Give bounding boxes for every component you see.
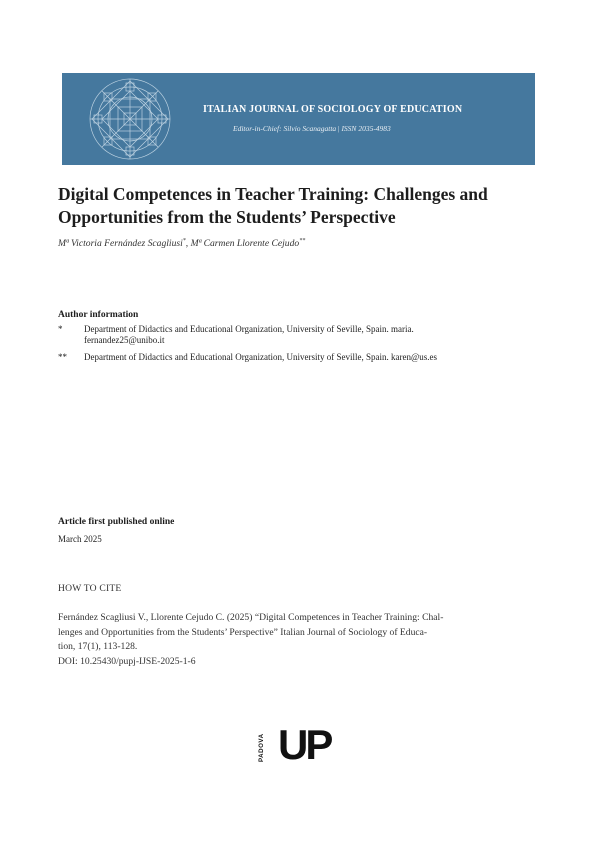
affiliation-1-mark: *: [58, 324, 63, 334]
author-2: Mª Carmen Llorente Cejudo: [190, 238, 300, 250]
citation-line-1: Fernández Scagliusi V., Llorente Cejudo C. (2025) “Digital Competences in Teacher Training: Chal-: [58, 612, 444, 623]
author-separator: ,: [185, 238, 191, 250]
author-information-heading: Author information: [58, 310, 139, 320]
how-to-cite-heading: HOW TO CITE: [58, 583, 122, 594]
affiliation-1-email: fernandez25@unibo.it: [84, 335, 165, 345]
affiliation-2-mark: **: [58, 352, 67, 362]
author-2-mark: **: [299, 238, 306, 244]
citation-text: [58, 611, 543, 669]
citation-line-3: tion, 17(1), 113-128.: [58, 641, 138, 652]
publisher-logo-main-text: UP: [278, 721, 331, 768]
article-title-line-2: Opportunities from the Students’ Perspective: [58, 207, 396, 227]
author-1-mark: *: [182, 238, 186, 244]
publication-date: March 2025: [58, 534, 102, 544]
affiliation-1: [58, 324, 528, 346]
article-title-line-1: Digital Competences in Teacher Training: Challenges and: [58, 184, 488, 204]
author-list: [58, 238, 305, 249]
article-title: [58, 183, 548, 229]
doi-line: DOI: 10.25430/pupj-IJSE-2025-1-6: [58, 655, 196, 667]
author-1: Mª Victoria Fernández Scagliusi: [58, 238, 183, 250]
affiliation-2: [58, 352, 528, 363]
affiliation-1-text: [84, 324, 524, 346]
affiliation-2-text: Department of Didactics and Educational Organization, University of Seville, Spain. karen@us.es: [84, 352, 438, 362]
publication-label: Article first published online: [58, 517, 175, 527]
journal-banner: [62, 73, 535, 165]
journal-emblem-icon: [86, 75, 174, 163]
editor-separator: |: [336, 124, 342, 133]
publisher-logo-side-text: PADOVA: [258, 733, 265, 763]
editor-in-chief: Editor-in-Chief: Silvio Scanagatta: [233, 124, 337, 133]
journal-issn: ISSN 2035-4983: [341, 124, 391, 133]
affiliation-1-text-line-1: Department of Didactics and Educational Organization, University of Seville, Spain. maria.: [84, 324, 414, 334]
citation-line-2: lenges and Opportunities from the Students’ Perspective” Italian Journal of Sociology of Educa-: [58, 626, 428, 638]
journal-editor-line: [233, 124, 391, 133]
journal-name: ITALIAN JOURNAL OF SOCIOLOGY OF EDUCATION: [203, 104, 463, 115]
